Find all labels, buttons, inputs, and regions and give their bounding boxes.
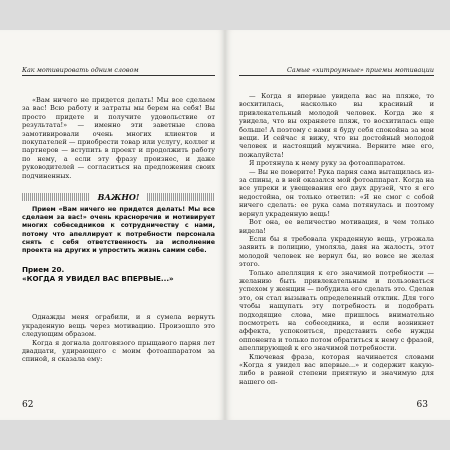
right-running-head: Самые «хитроумные» приемы мотивации <box>287 66 434 74</box>
right-paragraph: Я протянула к нему руку за фотоаппаратом. <box>249 159 406 168</box>
hatched-bar-left <box>22 193 90 201</box>
important-heading <box>22 190 215 204</box>
left-header-rule <box>22 75 215 76</box>
left-body-text <box>22 96 215 180</box>
left-running-head: Как мотивировать одним словом <box>22 66 139 74</box>
left-page <box>0 30 225 420</box>
right-paragraph: Если бы я требовала украденную вещь, угрожала заявить в полицию, умоляла, давя на жалость, этот молодой человек не вернул бы, но вовсе не желая этого. <box>239 234 434 269</box>
right-paragraph: — Когда я впервые увидела вас на пляже, то восхитилась, насколько вы красивый и привлекательный молодой человек. Когда же я увидела, что вы охраняете пляж, то восхитилась еще больше! А поэтому с вами я буду себя спокойна за мои вещи. И сейчас я вижу, что вы достойный молодой человек и настоящий мужчина. Верните мне его, пожалуйста! <box>239 92 434 159</box>
important-label: ВАЖНО! <box>97 192 140 203</box>
hatched-bar-right <box>147 193 215 201</box>
important-box <box>22 190 215 255</box>
right-paragraph: — Вы не поверите! Рука парня сама вытащилась из-за спины, а в ней оказался мой фотоаппарат. Когда на все упреки и увещевания его двух друзей, что я его недостойна, он только ответил: «Я не смог с собой ничего сделать: ее рука сама потянулась и поэтому вернул украденную вещь! <box>239 167 434 218</box>
right-paragraph: Вот она, ее величество мотивация, в чем только видела! <box>239 218 434 235</box>
important-paragraph: Прием «Вам ничего не придется делать! Мы все сделаем за вас!» очень красноречив и мотивирует многих собеседников к сотрудничеству с нами, потому что апеллирует к потребности персонала снять с себя ответственность за исполнение проекта на других и упростить жизнь самим себе. <box>22 206 215 255</box>
right-header-rule <box>239 75 434 76</box>
left-body-text-2 <box>22 313 215 363</box>
left-paragraph: Когда я догнала долговязого прыщавого парня лет двадцати, удирающего с моим фотоаппаратом за спиной, я сказала ему: <box>22 338 215 364</box>
left-page-number: 62 <box>22 400 34 410</box>
right-paragraph: Только апелляция к его значимой потребности — желанию быть привлекательным и пользоваться успехом у женщин — побудила его сделать это. Сделав это, он стал вызывать определенный отклик. Для того чтобы нащупать эту потребность и подобрать подходящие слова, мне пришлось внимательно посмотреть на собеседника, и если возникнет аффекта, успокоиться, представить себе нужды оппонента и только потом обратиться к нему с фразой, апеллирующей к его значимой потребности. <box>239 268 434 353</box>
right-page <box>225 30 450 420</box>
left-paragraph: Однажды меня ограбили, и я сумела вернуть украденную вещь через мотивацию. Произошло это следующим образом. <box>22 313 215 339</box>
right-paragraph: Ключевая фраза, которая начинается словами «Когда я увидел вас впервые...» и содержит какую-либо в равной степени приятную и значимую для нашего оп- <box>239 352 434 386</box>
important-text <box>22 206 215 255</box>
right-body-text <box>239 92 434 386</box>
technique-heading <box>22 265 215 283</box>
book-spread <box>0 30 450 420</box>
technique-title: Прием 20. <box>22 265 65 275</box>
right-page-number: 63 <box>416 400 428 410</box>
technique-subtitle: «КОГДА Я УВИДЕЛ ВАС ВПЕРВЫЕ...» <box>22 274 174 284</box>
left-paragraph: «Вам ничего не придется делать! Мы все сделаем за вас! Всю работу и затраты мы берем на себя! Вы просто придете и получите удовольствие от результата!» — именно эти заветные слова замотивировали очень многих клиентов и покупателей — приобрести товар или услугу, коллег и партнеров — вступить в проект и продолжить работу по нему, а если эту фразу произнес, и даже руководителей — согласиться на предложения своих подчиненных. <box>22 96 215 180</box>
